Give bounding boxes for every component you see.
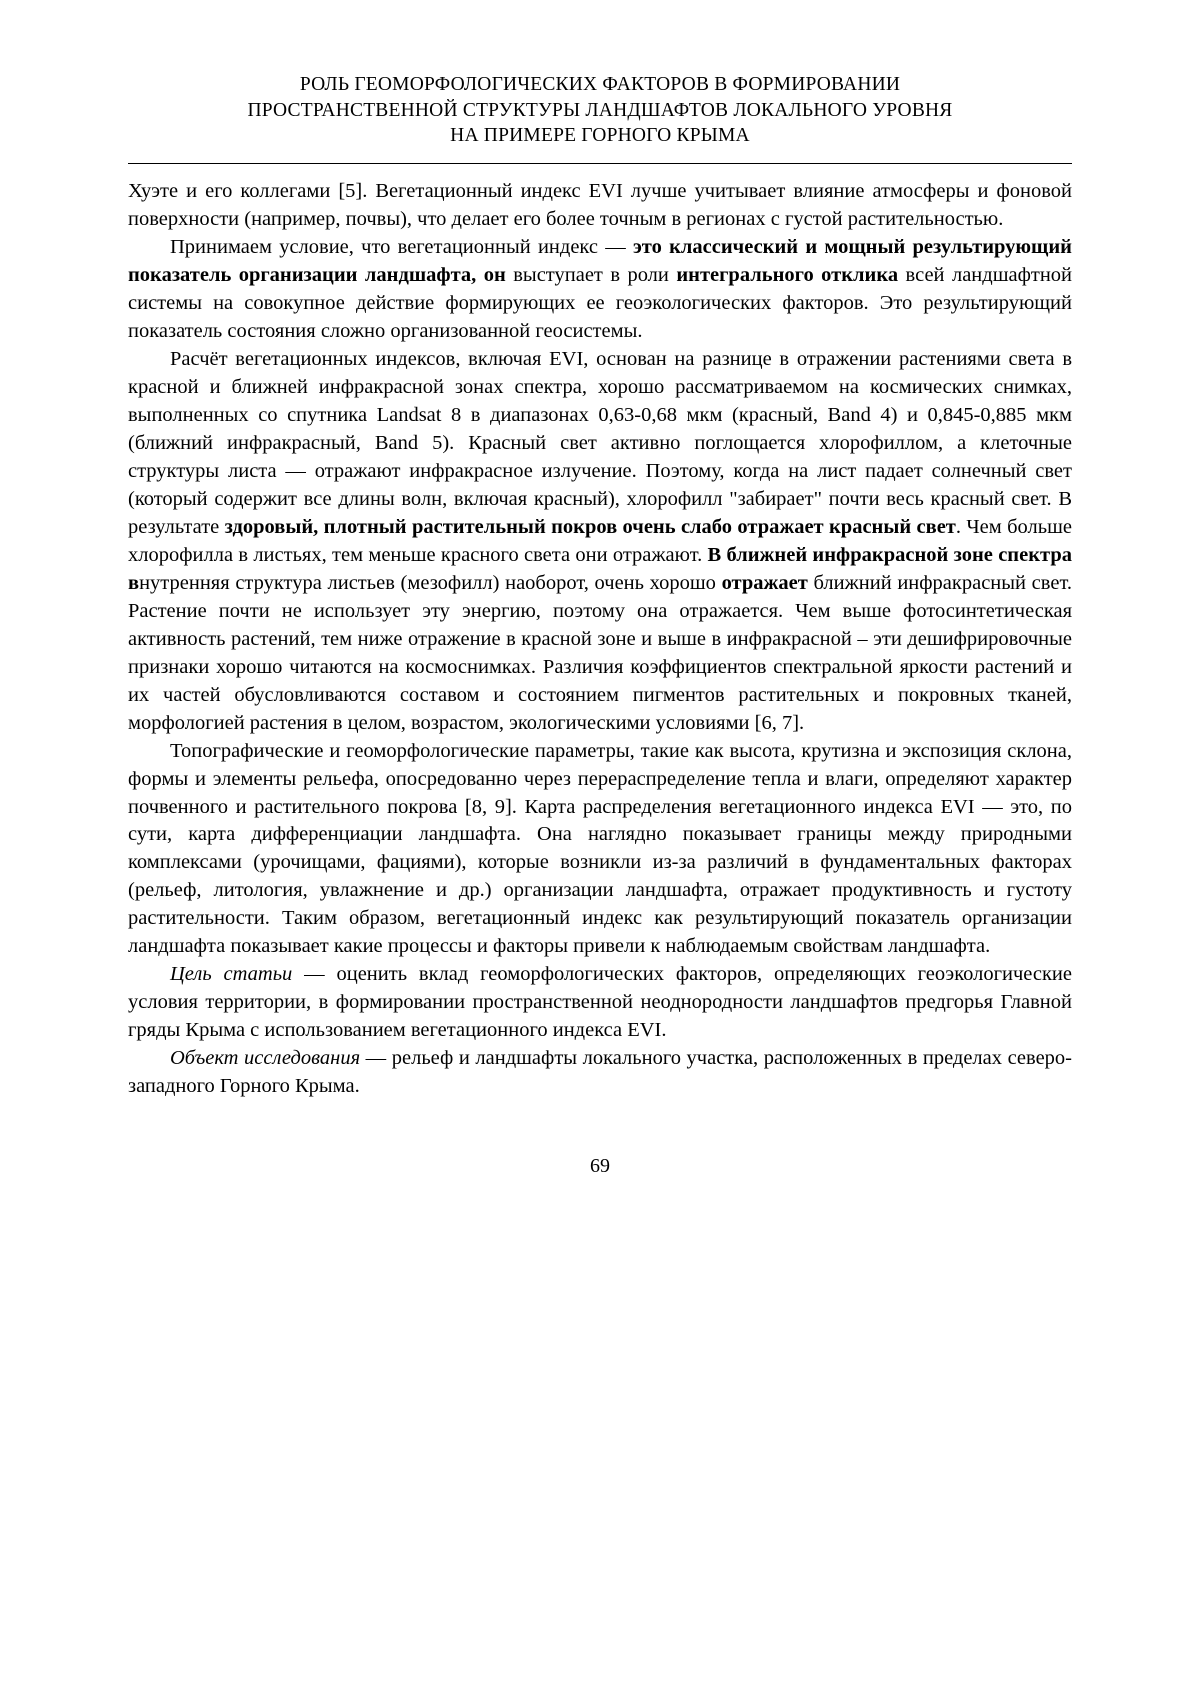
paragraph-5-italic-1: Цель статьи [170, 963, 293, 986]
paragraph-6 [128, 1045, 1072, 1101]
paragraph-3 [128, 346, 1072, 738]
page-number: 69 [590, 1155, 610, 1178]
paragraph-2-text-1: Принимаем условие, что вегетационный индекс — [170, 236, 633, 259]
paragraph-3-text-1: Расчёт вегетационных индексов, включая EVI, основан на разнице в отражении растениями света в красной и ближней инфракрасной зонах спектра, хорошо рассматриваемом на космических снимках, выполненных со спутника Landsat 8 в диапазонах 0,63-0,68 мкм (красный, Band 4) и 0,845-0,885 мкм (ближний инфракрасный, Band 5). Красный свет активно поглощается хлорофиллом, а клеточные структуры листа — отражают инфракрасное излучение. Поэтому, когда на лист падает солнечный свет (который содержит все длины волн, включая красный), хлорофилл "забирает" почти весь красный свет. В результате [128, 348, 1072, 538]
paragraph-2-text-2: выступает в роли [505, 264, 677, 287]
paragraph-6-italic-1: Объект исследования [170, 1047, 361, 1070]
paragraph-3-text-4: ближний инфракрасный свет. Растение почти не использует эту энергию, поэтому она отражается. Чем выше фотосинтетическая активность растений, тем ниже отражение в красной зоне и выше в инфракрасной – эти дешифрировочные признаки хорошо читаются на космоснимках. Различия коэффициентов спектральной яркости растений и их частей обусловливаются составом и состоянием пигментов растительных и покровных тканей, морфологией растения в целом, возрастом, экологическими условиями [6, 7]. [128, 571, 1072, 734]
paragraph-3-bold-2: В ближней инфракрасной зоне спектра в [128, 543, 1072, 594]
paragraph-3-text-3: нутренняя структура листьев (мезофилл) наоборот, очень хорошо [139, 571, 722, 594]
paragraph-3-bold-1: здоровый, плотный растительный покров очень слабо отражает красный свет [224, 515, 956, 538]
paragraph-5-text-1: — оценить вклад геоморфологических факторов, определяющих геоэкологические условия территории, в формировании пространственной неоднородности ландшафтов предгорья Главной гряды Крыма с использованием вегетационного индекса EVI. [128, 963, 1072, 1042]
page-bottom-margin [128, 1178, 1072, 1478]
running-head-line-2: ПРОСТРАНСТВЕННОЙ СТРУКТУРЫ ЛАНДШАФТОВ ЛОКАЛЬНОГО УРОВНЯ [247, 99, 953, 121]
paragraph-2-text-3: всей ландшафтной системы на совокупное действие формирующих ее геоэкологических факторов. Это результирующий показатель состояния сложно организованной геосистемы. [128, 264, 1073, 343]
paragraph-5 [128, 961, 1072, 1045]
paragraph-3-text-2: . Чем больше хлорофилла в листьях, тем меньше красного света они отражают. [128, 515, 1072, 566]
running-head [128, 72, 1072, 157]
paragraph-6-text-1: — рельеф и ландшафты локального участка, расположенных в пределах северо-западного Горного Крыма. [128, 1047, 1073, 1098]
running-head-line-3: НА ПРИМЕРЕ ГОРНОГО КРЫМА [450, 125, 750, 147]
paragraph-1: Хуэте и его коллегами [5]. Вегетационный индекс EVI лучше учитывает влияние атмосферы и фоновой поверхности (например, почвы), что делает его более точным в регионах с густой растительностью. [128, 180, 1072, 231]
running-head-line-1: РОЛЬ ГЕОМОРФОЛОГИЧЕСКИХ ФАКТОРОВ В ФОРМИРОВАНИИ [299, 74, 901, 95]
body-text [128, 178, 1072, 1101]
paragraph-3-bold-3: отражает [721, 571, 808, 594]
header-divider [128, 163, 1072, 164]
paragraph-2-bold-1: это классический и мощный результирующий показатель организации ландшафта, он [128, 236, 1072, 287]
paragraph-2 [128, 234, 1072, 346]
paragraph-2-bold-2: интегрального отклика [676, 264, 899, 287]
paragraph-4: Топографические и геоморфологические параметры, такие как высота, крутизна и экспозиция склона, формы и элементы рельефа, опосредованно через перераспределение тепла и влаги, определяют характер почвенного и растительного покрова [8, 9]. Карта распределения вегетационного индекса EVI — это, по сути, карта дифференциации ландшафта. Она наглядно показывает границы между природными комплексами (урочищами, фациями), которые возникли из-за различий в фундаментальных факторах (рельеф, литология, увлажнение и др.) организации ландшафта, отражает продуктивность и густоту растительности. Таким образом, вегетационный индекс как результирующий показатель организации ландшафта показывает какие процессы и факторы привели к наблюдаемым свойствам ландшафта. [128, 739, 1072, 958]
